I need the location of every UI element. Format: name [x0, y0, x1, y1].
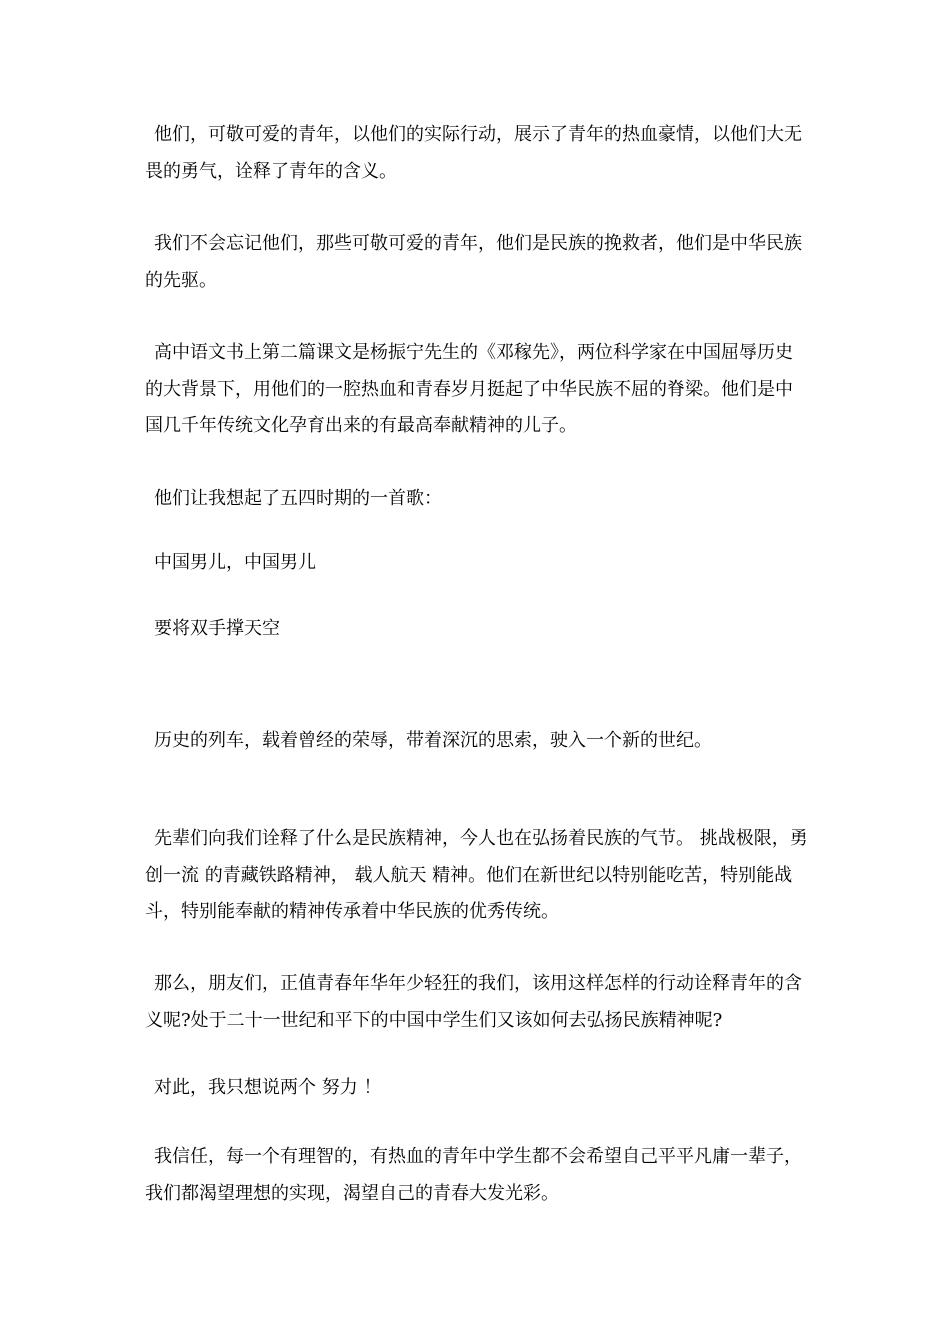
paragraph-3: 高中语文书上第二篇课文是杨振宁先生的《邓稼先》，两位科学家在中国屈辱历史的大背景下，用他们的一腔热血和青春岁月挺起了中华民族不屈的脊梁。他们是中国几千年传统文化孕育出来的有最高奉献精神的儿子。: [145, 342, 793, 436]
paragraph-10: 对此，我只想说两个 努力 ！: [154, 1077, 382, 1098]
paragraph-2: 我们不会忘记他们，那些可敬可爱的青年，他们是民族的挽救者，他们是中华民族的先驱。: [145, 233, 802, 291]
paragraph-5: 中国男儿，中国男儿: [154, 552, 316, 573]
paragraph-4: 他们让我想起了五四时期的一首歌：: [154, 488, 442, 509]
paragraph-1: 他们，可敬可爱的青年，以他们的实际行动，展示了青年的热血豪情，以他们大无畏的勇气，诠释了青年的含义。: [145, 124, 802, 182]
paragraph-11: 我信任，每一个有理智的，有热血的青年中学生都不会希望自己平平凡庸一辈子，我们都渴望理想的实现，渴望自己的青春大发光彩。: [145, 1146, 802, 1204]
paragraph-6: 要将双手撑天空: [154, 618, 280, 639]
paragraph-9: 那么，朋友们，正值青春年华年少轻狂的我们，该用这样怎样的行动诠释青年的含义呢?处于二十一世纪和平下的中国中学生们又该如何去弘扬民族精神呢?: [145, 973, 802, 1031]
paragraph-8: 先辈们向我们诠释了什么是民族精神，今人也在弘扬着民族的气节。 挑战极限，勇创一流 的青藏铁路精神， 载人航天 精神。他们在新世纪以特别能吃苦，特别能战斗，特别能奉献的精神传承着中华民族的优秀传统。: [145, 828, 808, 922]
paragraph-7: 历史的列车，载着曾经的荣辱，带着深沉的思索，驶入一个新的世纪。: [154, 730, 712, 751]
